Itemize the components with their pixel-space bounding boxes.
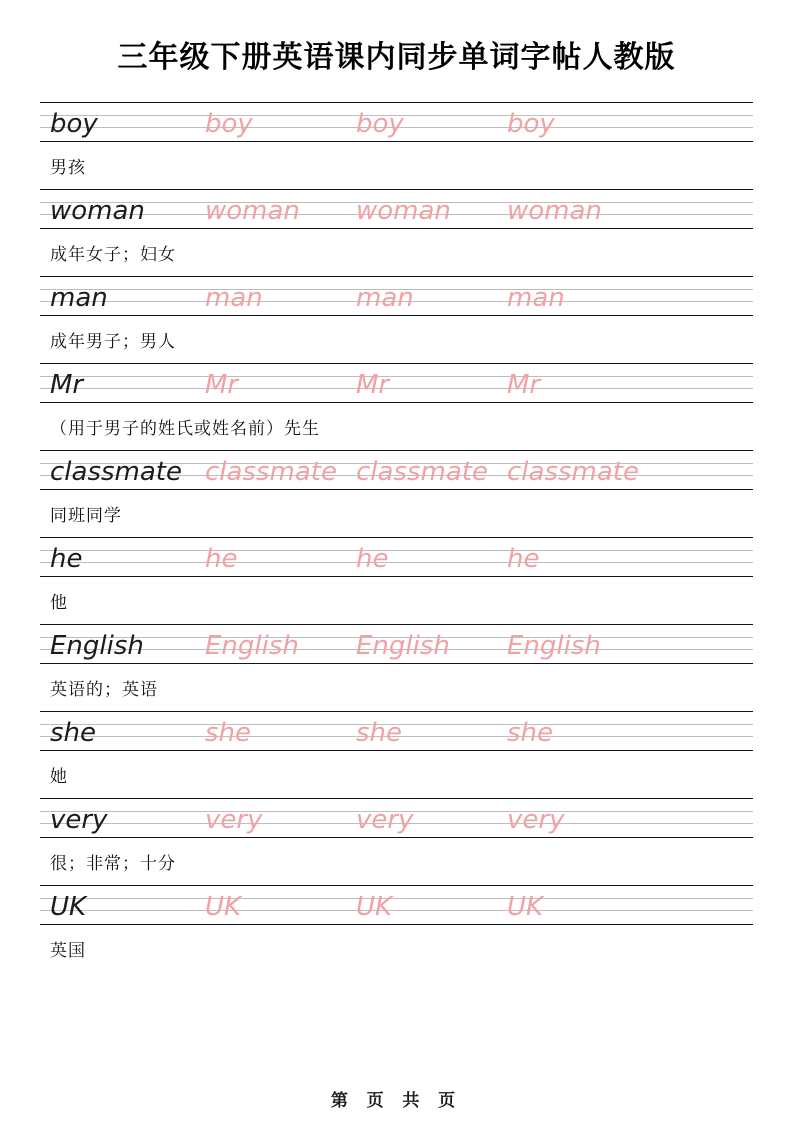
trace-word: UK — [205, 892, 242, 922]
chinese-translation: （用于男子的姓氏或姓名前）先生 — [50, 419, 320, 439]
fourline-grid — [40, 798, 753, 838]
page-title: 三年级下册英语课内同步单词字帖人教版 — [117, 41, 676, 74]
trace-word: he — [205, 544, 238, 574]
sample-word: classmate — [50, 457, 182, 487]
word-unit — [40, 102, 753, 189]
trace-word: woman — [356, 196, 451, 226]
trace-word: UK — [507, 892, 544, 922]
fourline-grid — [40, 276, 753, 316]
page-footer: 第 页 共 页 — [330, 1091, 463, 1110]
trace-word: man — [507, 283, 565, 313]
trace-word: woman — [507, 196, 602, 226]
fourline-grid — [40, 450, 753, 490]
chinese-translation: 她 — [50, 767, 68, 787]
trace-word: classmate — [356, 457, 488, 487]
trace-word: she — [356, 718, 403, 748]
fourline-grid — [40, 537, 753, 577]
word-practice-list — [40, 102, 753, 972]
fourline-grid — [40, 711, 753, 751]
chinese-translation: 英语的；英语 — [50, 680, 158, 700]
trace-word: she — [205, 718, 252, 748]
sample-word: man — [50, 283, 108, 313]
trace-word: man — [356, 283, 414, 313]
trace-word: boy — [507, 109, 555, 139]
word-unit — [40, 537, 753, 624]
trace-word: English — [205, 631, 299, 661]
sample-word: woman — [50, 196, 145, 226]
trace-word: very — [507, 805, 565, 835]
fourline-grid — [40, 624, 753, 664]
chinese-translation: 同班同学 — [50, 506, 122, 526]
sample-word: Mr — [50, 370, 84, 400]
trace-word: very — [205, 805, 263, 835]
trace-word: very — [356, 805, 414, 835]
chinese-translation: 成年男子；男人 — [50, 332, 176, 352]
trace-word: man — [205, 283, 263, 313]
fourline-grid — [40, 102, 753, 142]
word-unit — [40, 189, 753, 276]
word-unit — [40, 711, 753, 798]
trace-word: she — [507, 718, 554, 748]
chinese-translation: 成年女子；妇女 — [50, 245, 176, 265]
fourline-grid — [40, 189, 753, 229]
sample-word: UK — [50, 892, 87, 922]
chinese-translation: 英国 — [50, 941, 86, 961]
sample-word: boy — [50, 109, 98, 139]
word-unit — [40, 885, 753, 972]
trace-word: English — [507, 631, 601, 661]
word-unit — [40, 450, 753, 537]
sample-word: she — [50, 718, 97, 748]
trace-word: he — [356, 544, 389, 574]
trace-word: Mr — [507, 370, 541, 400]
chinese-translation: 男孩 — [50, 158, 86, 178]
trace-word: boy — [205, 109, 253, 139]
word-unit — [40, 624, 753, 711]
trace-word: classmate — [507, 457, 639, 487]
word-unit — [40, 363, 753, 450]
sample-word: English — [50, 631, 144, 661]
chinese-translation: 他 — [50, 593, 68, 613]
word-unit — [40, 798, 753, 885]
trace-word: UK — [356, 892, 393, 922]
sample-word: he — [50, 544, 83, 574]
word-unit — [40, 276, 753, 363]
trace-word: Mr — [205, 370, 239, 400]
trace-word: classmate — [205, 457, 337, 487]
chinese-translation: 很；非常；十分 — [50, 854, 176, 874]
sample-word: very — [50, 805, 108, 835]
trace-word: he — [507, 544, 540, 574]
trace-word: Mr — [356, 370, 390, 400]
fourline-grid — [40, 363, 753, 403]
trace-word: woman — [205, 196, 300, 226]
trace-word: English — [356, 631, 450, 661]
trace-word: boy — [356, 109, 404, 139]
fourline-grid — [40, 885, 753, 925]
